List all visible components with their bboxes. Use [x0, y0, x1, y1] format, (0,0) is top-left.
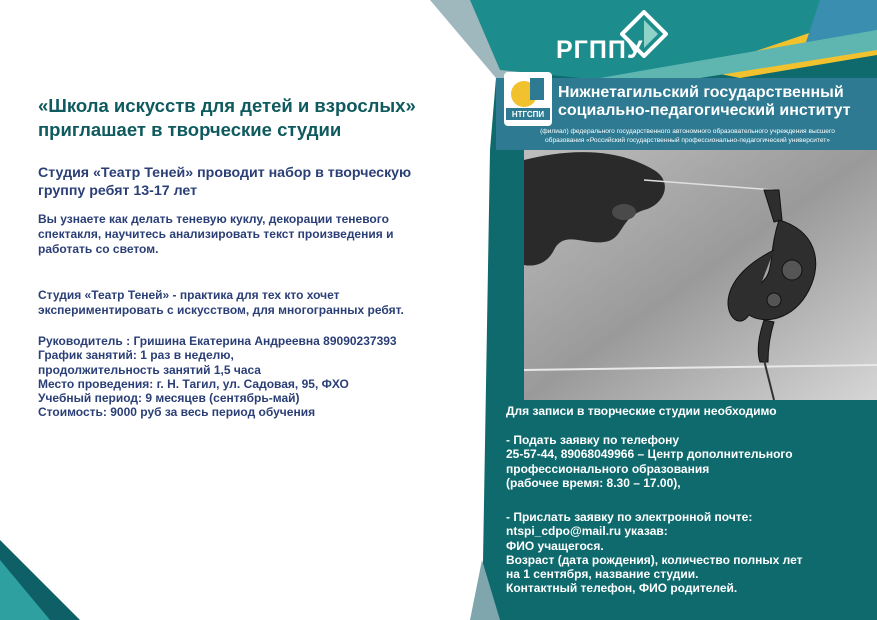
studio-heading — [38, 164, 458, 200]
institute-name-line: Нижнетагильский государственный — [558, 84, 844, 101]
enrollment-phone-block — [506, 433, 866, 490]
institute-name — [558, 84, 873, 120]
institute-sub-line: образования «Российский государственный профессионально-педагогический университет» — [545, 136, 830, 144]
badge-text: НТГСПИ — [511, 110, 545, 119]
studio-heading-line: Студия «Театр Теней» проводит набор в творческую — [38, 165, 412, 181]
phone-line: - Подать заявку по телефону — [506, 433, 680, 447]
email-line: Возраст (дата рождения), количество полных лет — [506, 552, 803, 567]
phone-line: 25-57-44, 89068049966 – Центр дополнительного — [506, 447, 793, 462]
detail-schedule: График занятий: 1 раз в неделю, — [38, 348, 234, 363]
detail-period: Учебный период: 9 месяцев (сентябрь-май) — [38, 391, 300, 406]
phone-line: (рабочее время: 8.30 – 17.00), — [506, 475, 681, 490]
enrollment-title: Для записи в творческие студии необходимо — [506, 404, 777, 418]
phone-line: профессионального образования — [506, 461, 710, 476]
page-title-line: приглашает в творческие студии — [38, 119, 342, 140]
studio-heading-line: группу ребят 13-17 лет — [38, 183, 198, 199]
institute-name-line: социально-педагогический институт — [558, 102, 851, 119]
institute-subtitle — [500, 128, 875, 145]
rgppu-logo: РГППУ — [556, 36, 644, 64]
shadow-puppet-photo — [524, 150, 877, 400]
email-line: - Прислать заявку по электронной почте: — [506, 510, 753, 524]
studio-practice — [38, 288, 458, 318]
enrollment-email-block — [506, 510, 866, 596]
ntgspi-badge-icon — [502, 70, 554, 128]
page-title — [38, 94, 458, 142]
rgppu-diamond-icon — [620, 10, 668, 58]
detail-leader: Руководитель : Гришина Екатерина Андреевна 89090237393 — [38, 334, 397, 348]
description-line: Вы узнаете как делать теневую куклу, декорации теневого — [38, 212, 389, 226]
detail-location: Место проведения: г. Н. Тагил, ул. Садовая, 95, ФХО — [38, 376, 349, 391]
institute-sub-line: (филиал) федерального государственного автономного образовательного учреждения высшего — [540, 128, 835, 135]
detail-cost: Стоимость: 9000 руб за весь период обучения — [38, 405, 316, 420]
practice-line: экспериментировать с искусством, для многогранных ребят. — [38, 303, 404, 317]
studio-details — [38, 334, 458, 420]
description-line: работать со светом. — [38, 242, 159, 256]
email-line: ФИО учащегося. — [506, 538, 604, 553]
page-title-line: «Школа искусств для детей и взрослых» — [38, 95, 416, 116]
practice-line: Студия «Театр Теней» - практика для тех кто хочет — [38, 288, 340, 302]
email-line: Контактный телефон, ФИО родителей. — [506, 581, 738, 596]
email-line: ntspi_cdpo@mail.ru указав: — [506, 524, 668, 539]
studio-description — [38, 212, 458, 257]
detail-duration: продолжительность занятий 1,5 часа — [38, 362, 261, 377]
email-line: на 1 сентября, название студии. — [506, 567, 699, 582]
description-line: спектакля, научитесь анализировать текст произведения и — [38, 227, 394, 241]
